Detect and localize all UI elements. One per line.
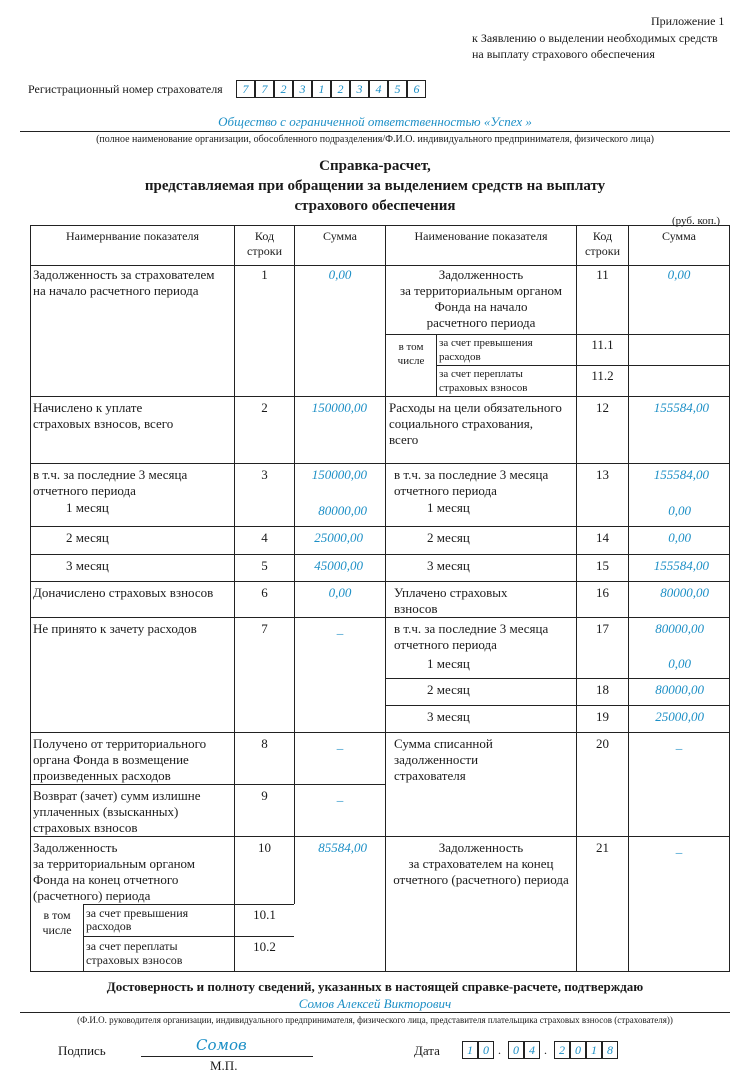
row-code: 21 xyxy=(596,840,609,855)
row-code: 18 xyxy=(596,682,609,697)
date-digit-box: 2 xyxy=(554,1041,570,1059)
reg-digit-box: 2 xyxy=(331,80,350,98)
signature-line xyxy=(141,1056,313,1057)
row-code: 19 xyxy=(596,709,609,724)
row-code: 7 xyxy=(261,621,268,636)
row-label: Не принято к зачету расходов xyxy=(33,621,197,636)
stamp-label: М.П. xyxy=(210,1058,238,1073)
row-sum: 0,00 xyxy=(668,656,691,671)
org-name: Общество с ограниченной ответственностью «Успех » xyxy=(218,114,532,129)
including-label: в том числе xyxy=(397,341,425,367)
reg-number-label: Регистрационный номер страхователя xyxy=(28,82,223,96)
row-label: в т.ч. за последние 3 месяца отчетного периода 1 месяц xyxy=(394,467,549,515)
row-code: 1 xyxy=(261,267,268,282)
date-separator: . xyxy=(544,1043,547,1057)
row-sum: 0,00 xyxy=(668,530,691,545)
header-code-left: Код строки xyxy=(247,229,282,258)
row-code: 8 xyxy=(261,736,268,751)
reg-digit-box: 1 xyxy=(312,80,331,98)
row-sum: 80000,00 xyxy=(655,682,704,697)
reg-digit-box: 3 xyxy=(293,80,312,98)
row-label: Задолженность за страхователем на начало расчетного периода xyxy=(33,267,215,298)
row-sum: 80000,00 xyxy=(660,585,709,600)
including-label: в том числе xyxy=(42,908,72,937)
units-note: (руб. коп.) xyxy=(672,215,721,227)
row-code: 3 xyxy=(261,467,268,482)
date-separator: . xyxy=(498,1043,501,1057)
row-sum: 0,00 xyxy=(328,267,352,282)
row-label: за счет превышения расходов xyxy=(439,337,533,363)
row-code: 10.2 xyxy=(253,939,276,954)
doc-title: Справка-расчет, представляемая при обращении за выделением средств на выплату страхового обеспечения xyxy=(144,158,606,214)
row-sum: 155584,00 xyxy=(653,400,709,415)
row-label: Задолженность за территориальным органом Фонда на конец отчетного (расчетного) периода xyxy=(33,840,196,903)
row-code: 9 xyxy=(261,788,268,803)
header-name-right: Наименование показателя xyxy=(414,229,548,243)
row-sum: 155584,00 xyxy=(653,558,709,573)
row-label: Задолженность за страхователем на конец отчетного (расчетного) периода xyxy=(393,840,569,887)
row-code: 4 xyxy=(261,530,268,545)
row-sum: 0,00 xyxy=(328,585,352,600)
reg-digit-box: 6 xyxy=(407,80,426,98)
row-sum: _ xyxy=(336,621,344,636)
row-label: Задолженность за территориальным органом Фонда на начало расчетного периода xyxy=(399,267,563,330)
row-label: Получено от территориального органа Фонда в возмещение произведенных расходов xyxy=(33,736,207,783)
row-code: 11 xyxy=(596,267,609,282)
row-label: 2 месяц xyxy=(427,530,470,545)
row-label: 2 месяц xyxy=(427,682,470,697)
row-label: 3 месяц xyxy=(66,558,109,573)
row-sum: 0,00 xyxy=(667,267,691,282)
row-code: 15 xyxy=(596,558,609,573)
row-code: 17 xyxy=(596,621,609,636)
row-code: 11.1 xyxy=(591,337,614,352)
date-digit-box: 0 xyxy=(478,1041,494,1059)
row-label: 2 месяц xyxy=(66,530,109,545)
row-code: 14 xyxy=(596,530,609,545)
row-label: Возврат (зачет) сумм излишне уплаченных (взысканных) страховых взносов xyxy=(33,788,201,835)
appendix-title: Приложение 1 xyxy=(651,14,725,28)
date-digit-box: 0 xyxy=(508,1041,524,1059)
date-digit-box: 1 xyxy=(462,1041,478,1059)
row-code: 6 xyxy=(261,585,268,600)
signature-label: Подпись xyxy=(58,1043,106,1058)
header-sum-left: Сумма xyxy=(323,229,357,243)
date-digit-box: 8 xyxy=(602,1041,618,1059)
row-label: Расходы на цели обязательного социального страхования, всего xyxy=(389,400,562,447)
row-code: 16 xyxy=(596,585,609,600)
row-sum: 155584,00 xyxy=(653,467,709,482)
signer-line xyxy=(20,1012,730,1013)
row-code: 10 xyxy=(258,840,271,855)
appendix-line: на выплату страхового обеспечения xyxy=(472,47,655,61)
row-label: за счет переплаты страховых взносов xyxy=(86,939,183,967)
row-sum: _ xyxy=(675,840,683,855)
reg-digit-box: 3 xyxy=(350,80,369,98)
appendix-line: к Заявлению о выделении необходимых средств xyxy=(472,31,718,45)
date-digit-box: 0 xyxy=(570,1041,586,1059)
date-digit-box: 1 xyxy=(586,1041,602,1059)
row-sum: 0,00 xyxy=(668,503,691,518)
row-label: за счет переплаты страховых взносов xyxy=(439,368,528,394)
row-label: в т.ч. за последние 3 месяца отчетного периода 1 месяц xyxy=(33,467,188,515)
row-code: 2 xyxy=(261,400,268,415)
row-label: Сумма списанной задолженности страхователя xyxy=(394,736,493,783)
reg-digit-box: 7 xyxy=(255,80,274,98)
row-code: 10.1 xyxy=(253,907,276,922)
org-caption: (полное наименование организации, обособленного подразделения/Ф.И.О. индивидуального предпринимателя, физического лица) xyxy=(96,134,654,145)
signer-caption: (Ф.И.О. руководителя организации, индивидуального предпринимателя, физического лица, представителя плательщика страховых взносов (страхователя)) xyxy=(77,1015,673,1025)
row-sum: 80000,00 xyxy=(318,503,367,518)
row-code: 5 xyxy=(261,558,268,573)
row-label: Уплачено страховых взносов xyxy=(394,585,508,616)
header-code-right: Код строки xyxy=(585,229,620,258)
row-sum: 150000,00 xyxy=(311,467,367,482)
row-sum: _ xyxy=(336,788,344,803)
date-digit-box: 4 xyxy=(524,1041,540,1059)
row-label: Доначислено страховых взносов xyxy=(33,585,214,600)
row-label: 3 месяц xyxy=(427,558,470,573)
row-code: 12 xyxy=(596,400,609,415)
row-label: в т.ч. за последние 3 месяца отчетного периода 1 месяц xyxy=(394,621,549,671)
row-label: за счет превышения расходов xyxy=(86,907,189,933)
row-label: 3 месяц xyxy=(427,709,470,724)
row-sum: _ xyxy=(336,736,344,751)
signature: Сомов xyxy=(196,1036,247,1054)
row-sum: _ xyxy=(675,736,683,751)
row-sum: 150000,00 xyxy=(311,400,367,415)
row-label: Начислено к уплате страховых взносов, всего xyxy=(33,400,174,431)
row-sum: 45000,00 xyxy=(314,558,363,573)
reg-digit-box: 5 xyxy=(388,80,407,98)
confirmation-statement: Достоверность и полноту сведений, указанных в настоящей справке-расчете, подтверждаю xyxy=(106,979,644,994)
row-sum: 25000,00 xyxy=(314,530,363,545)
row-code: 13 xyxy=(596,467,609,482)
header-sum-right: Сумма xyxy=(662,229,696,243)
row-code: 11.2 xyxy=(591,368,614,383)
date-label: Дата xyxy=(414,1043,440,1058)
header-name-left: Наимернвание показателя xyxy=(66,229,199,243)
reg-digit-box: 7 xyxy=(236,80,255,98)
row-sum: 80000,00 xyxy=(655,621,704,636)
row-sum: 25000,00 xyxy=(655,709,704,724)
reg-digit-box: 2 xyxy=(274,80,293,98)
reg-digit-box: 4 xyxy=(369,80,388,98)
row-code: 20 xyxy=(596,736,609,751)
signer-name: Сомов Алексей Викторович xyxy=(298,996,452,1011)
row-sum: 85584,00 xyxy=(318,840,367,855)
